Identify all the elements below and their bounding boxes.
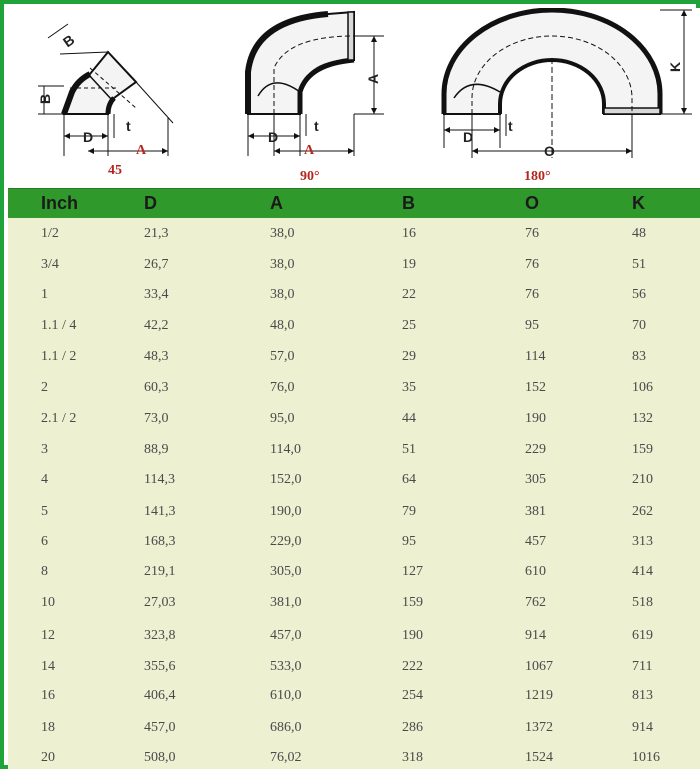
- cell-inch: 8: [41, 564, 48, 579]
- cell-d: 88,9: [144, 442, 169, 457]
- diagram-90-label-d: D: [268, 129, 279, 145]
- table-body: [8, 218, 700, 769]
- diagram-45-angle-label: 45: [108, 163, 122, 178]
- cell-b: 19: [402, 257, 416, 272]
- cell-d: 355,6: [144, 659, 176, 674]
- table-row: [8, 466, 700, 496]
- cell-o: 457: [525, 534, 546, 549]
- cell-d: 406,4: [144, 688, 176, 703]
- table-row: [8, 436, 700, 466]
- cell-o: 152: [525, 380, 546, 395]
- elbow-diagrams: [8, 8, 700, 188]
- cell-inch: 1.1 / 2: [41, 349, 77, 364]
- cell-d: 48,3: [144, 349, 169, 364]
- cell-a: 76,0: [270, 380, 295, 395]
- diagram-90-angle-label: 90°: [300, 169, 320, 184]
- cell-b: 22: [402, 287, 416, 302]
- diagram-180-return: [444, 10, 692, 158]
- cell-o: 76: [525, 287, 539, 302]
- cell-k: 414: [632, 564, 653, 579]
- cell-d: 26,7: [144, 257, 169, 272]
- table-row: [8, 220, 700, 250]
- cell-inch: 5: [41, 504, 48, 519]
- cell-d: 457,0: [144, 720, 176, 735]
- cell-a: 305,0: [270, 564, 302, 579]
- cell-a: 610,0: [270, 688, 302, 703]
- cell-o: 610: [525, 564, 546, 579]
- cell-a: 533,0: [270, 659, 302, 674]
- cell-inch: 10: [41, 595, 55, 610]
- cell-k: 132: [632, 411, 653, 426]
- cell-a: 381,0: [270, 595, 302, 610]
- diagram-90-label-t: t: [314, 118, 319, 134]
- cell-d: 114,3: [144, 472, 175, 487]
- cell-k: 518: [632, 595, 653, 610]
- cell-k: 159: [632, 442, 653, 457]
- cell-b: 16: [402, 226, 416, 241]
- cell-d: 219,1: [144, 564, 176, 579]
- cell-b: 254: [402, 688, 423, 703]
- cell-k: 70: [632, 318, 646, 333]
- table-row: [8, 405, 700, 435]
- table-row: [8, 714, 700, 744]
- cell-o: 762: [525, 595, 546, 610]
- cell-b: 286: [402, 720, 423, 735]
- cell-inch: 6: [41, 534, 48, 549]
- cell-k: 1016: [632, 750, 660, 765]
- cell-o: 1372: [525, 720, 553, 735]
- cell-a: 114,0: [270, 442, 301, 457]
- cell-d: 21,3: [144, 226, 169, 241]
- cell-o: 229: [525, 442, 546, 457]
- cell-inch: 1.1 / 4: [41, 318, 77, 333]
- cell-inch: 12: [41, 628, 55, 643]
- cell-a: 38,0: [270, 287, 295, 302]
- diagram-45-label-a: A: [136, 143, 147, 158]
- elbow-diagrams-svg: [8, 8, 700, 188]
- table-row: [8, 744, 700, 774]
- diagram-90-label-a-side: A: [365, 73, 381, 84]
- header-b: B: [402, 193, 415, 213]
- cell-a: 76,02: [270, 750, 302, 765]
- cell-o: 95: [525, 318, 539, 333]
- diagram-180-label-t: t: [508, 118, 513, 134]
- diagram-45-label-t: t: [126, 118, 131, 134]
- cell-b: 318: [402, 750, 423, 765]
- diagram-45-label-b-top: B: [59, 31, 78, 51]
- cell-inch: 2.1 / 2: [41, 411, 77, 426]
- table-row: [8, 374, 700, 404]
- cell-a: 686,0: [270, 720, 302, 735]
- cell-a: 38,0: [270, 226, 295, 241]
- cell-o: 1219: [525, 688, 553, 703]
- cell-o: 76: [525, 257, 539, 272]
- cell-b: 51: [402, 442, 416, 457]
- table-row: [8, 558, 700, 588]
- cell-k: 106: [632, 380, 653, 395]
- cell-d: 73,0: [144, 411, 169, 426]
- diagram-45-label-b-left: B: [37, 93, 53, 104]
- cell-k: 262: [632, 504, 653, 519]
- header-o: O: [525, 193, 540, 213]
- cell-k: 51: [632, 257, 646, 272]
- cell-k: 83: [632, 349, 646, 364]
- cell-b: 127: [402, 564, 423, 579]
- header-k: K: [632, 193, 645, 213]
- cell-k: 619: [632, 628, 653, 643]
- cell-b: 29: [402, 349, 416, 364]
- cell-a: 57,0: [270, 349, 295, 364]
- cell-b: 44: [402, 411, 416, 426]
- table-row: [8, 589, 700, 619]
- cell-inch: 2: [41, 380, 48, 395]
- cell-b: 35: [402, 380, 416, 395]
- diagram-180-label-o: O: [544, 143, 555, 159]
- diagram-45-elbow: [38, 24, 173, 156]
- cell-k: 56: [632, 287, 646, 302]
- cell-o: 381: [525, 504, 546, 519]
- table-row: [8, 528, 700, 558]
- cell-b: 95: [402, 534, 416, 549]
- cell-b: 190: [402, 628, 423, 643]
- cell-o: 305: [525, 472, 546, 487]
- diagram-90-label-a: A: [304, 143, 315, 158]
- header-d: D: [144, 193, 157, 213]
- cell-b: 222: [402, 659, 423, 674]
- table-row: [8, 498, 700, 528]
- cell-d: 323,8: [144, 628, 176, 643]
- diagram-45-label-d: D: [83, 129, 94, 145]
- cell-o: 114: [525, 349, 546, 364]
- diagram-180-label-k: K: [667, 61, 683, 72]
- header-inch: Inch: [41, 193, 79, 213]
- cell-a: 48,0: [270, 318, 295, 333]
- cell-k: 48: [632, 226, 646, 241]
- cell-a: 190,0: [270, 504, 302, 519]
- table-row: [8, 653, 700, 683]
- table-row: [8, 251, 700, 281]
- cell-k: 711: [632, 659, 653, 674]
- diagram-180-angle-label: 180°: [524, 169, 551, 184]
- cell-inch: 16: [41, 688, 55, 703]
- cell-k: 210: [632, 472, 653, 487]
- cell-inch: 14: [41, 659, 55, 674]
- cell-o: 914: [525, 628, 546, 643]
- cell-a: 38,0: [270, 257, 295, 272]
- cell-d: 168,3: [144, 534, 176, 549]
- cell-a: 152,0: [270, 472, 302, 487]
- cell-inch: 3: [41, 442, 48, 457]
- cell-o: 1524: [525, 750, 553, 765]
- header-a: A: [270, 193, 283, 213]
- cell-d: 42,2: [144, 318, 169, 333]
- cell-d: 33,4: [144, 287, 169, 302]
- cell-o: 1067: [525, 659, 553, 674]
- cell-inch: 1: [41, 287, 48, 302]
- cell-a: 95,0: [270, 411, 295, 426]
- cell-o: 76: [525, 226, 539, 241]
- cell-d: 141,3: [144, 504, 176, 519]
- cell-d: 27,03: [144, 595, 176, 610]
- cell-inch: 1/2: [41, 226, 59, 241]
- table-row: [8, 682, 700, 712]
- cell-k: 813: [632, 688, 653, 703]
- cell-d: 60,3: [144, 380, 169, 395]
- cell-d: 508,0: [144, 750, 176, 765]
- cell-inch: 3/4: [41, 257, 59, 272]
- cell-inch: 18: [41, 720, 55, 735]
- cell-inch: 4: [41, 472, 48, 487]
- cell-o: 190: [525, 411, 546, 426]
- cell-b: 25: [402, 318, 416, 333]
- cell-k: 914: [632, 720, 653, 735]
- diagram-180-label-d: D: [463, 129, 474, 145]
- table-row: [8, 281, 700, 311]
- table-row: [8, 622, 700, 652]
- cell-b: 64: [402, 472, 416, 487]
- table-row: [8, 343, 700, 373]
- table-header: [8, 188, 700, 219]
- cell-b: 79: [402, 504, 416, 519]
- cell-k: 313: [632, 534, 653, 549]
- cell-b: 159: [402, 595, 423, 610]
- cell-a: 457,0: [270, 628, 302, 643]
- table-row: [8, 312, 700, 342]
- cell-inch: 20: [41, 750, 55, 765]
- cell-a: 229,0: [270, 534, 302, 549]
